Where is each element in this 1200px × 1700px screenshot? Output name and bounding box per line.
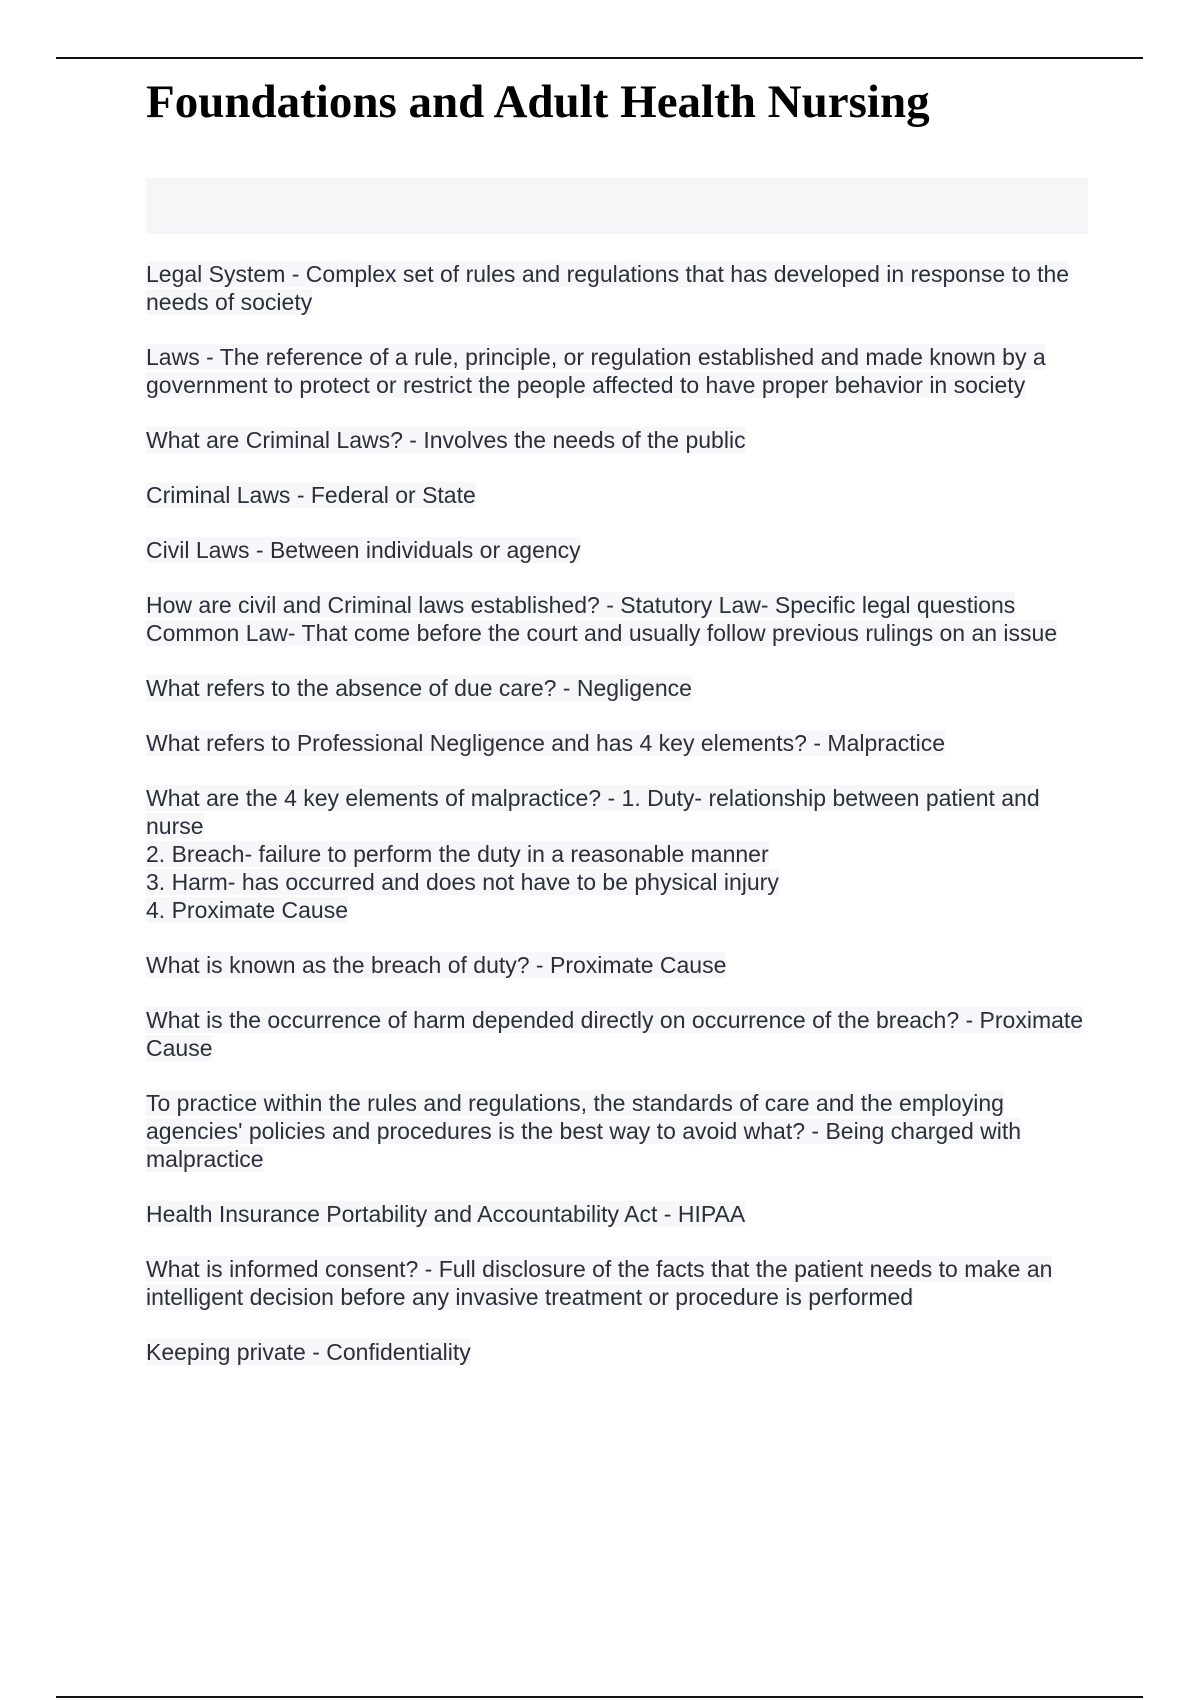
bottom-rule [56, 1696, 1143, 1698]
flashcard-text: What are the 4 key elements of malpractice? - 1. Duty- relationship between patient and nurse 2. Breach- failure to perform the duty in a reasonable manner 3. Harm- has occurred and does not have to be physical injury 4. Proximate Cause [146, 785, 1040, 923]
flashcard [146, 1338, 1090, 1366]
flashcard-text: What refers to the absence of due care? - Negligence [146, 675, 692, 701]
flashcard-text: What is known as the breach of duty? - Proximate Cause [146, 952, 727, 978]
flashcard-text: Criminal Laws - Federal or State [146, 482, 476, 508]
flashcard [146, 1089, 1090, 1173]
flashcard-text: Keeping private - Confidentiality [146, 1339, 471, 1365]
flashcard-list [146, 260, 1090, 1393]
flashcard-text: How are civil and Criminal laws established? - Statutory Law- Specific legal questions Common Law- That come before the court and usually follow previous rulings on an issue [146, 592, 1058, 646]
document-title: Foundations and Adult Health Nursing [146, 76, 930, 128]
flashcard [146, 674, 1090, 702]
flashcard [146, 1200, 1090, 1228]
flashcard [146, 591, 1090, 647]
flashcard [146, 784, 1090, 924]
flashcard [146, 729, 1090, 757]
flashcard [146, 1255, 1090, 1311]
flashcard-text: What are Criminal Laws? - Involves the needs of the public [146, 427, 746, 453]
flashcard-text: To practice within the rules and regulations, the standards of care and the employing agencies' policies and procedures is the best way to avoid what? - Being charged with malpractice [146, 1090, 1022, 1172]
flashcard [146, 1006, 1090, 1062]
flashcard [146, 951, 1090, 979]
flashcard [146, 481, 1090, 509]
flashcard-text: Legal System - Complex set of rules and regulations that has developed in response to the needs of society [146, 261, 1070, 315]
top-rule [56, 57, 1143, 59]
flashcard-text: What is informed consent? - Full disclosure of the facts that the patient needs to make an intelligent decision before any invasive treatment or procedure is performed [146, 1256, 1053, 1310]
flashcard-text: Laws - The reference of a rule, principle, or regulation established and made known by a government to protect or restrict the people affected to have proper behavior in society [146, 344, 1046, 398]
flashcard [146, 260, 1090, 316]
flashcard-text: What refers to Professional Negligence and has 4 key elements? - Malpractice [146, 730, 946, 756]
header-band [146, 178, 1088, 234]
flashcard [146, 426, 1090, 454]
flashcard-text: What is the occurrence of harm depended directly on occurrence of the breach? - Proximate Cause [146, 1007, 1084, 1061]
flashcard-text: Civil Laws - Between individuals or agency [146, 537, 581, 563]
flashcard [146, 343, 1090, 399]
flashcard [146, 536, 1090, 564]
flashcard-text: Health Insurance Portability and Accountability Act - HIPAA [146, 1201, 746, 1227]
